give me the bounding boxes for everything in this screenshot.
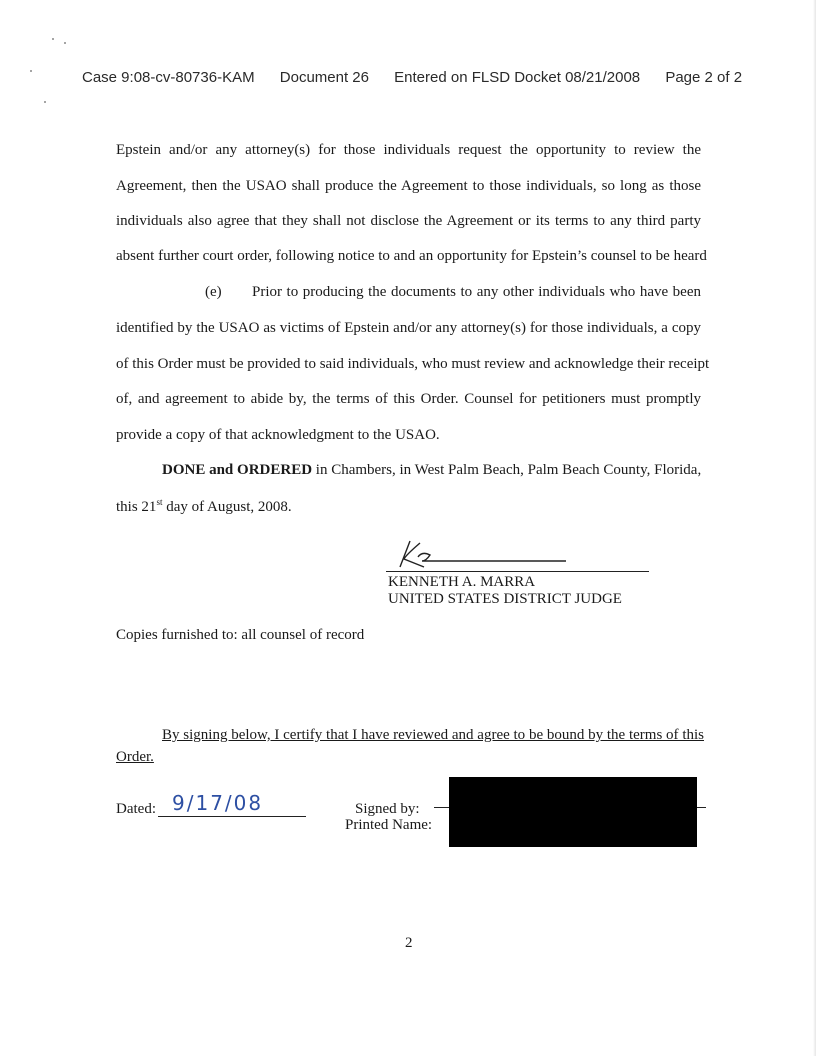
docket-header (82, 69, 742, 86)
printed-name-label: Printed Name: (345, 817, 433, 833)
order-date-line (116, 497, 701, 516)
body-line: provide a copy of that acknowledgment to the USAO. (116, 427, 440, 443)
order-date-suffix: day of August, 2008. (162, 499, 292, 515)
order-date-superscript: st (156, 497, 163, 507)
paragraph-e-first-line (205, 284, 701, 301)
done-and-ordered-line (162, 462, 701, 479)
scan-speck (30, 70, 32, 72)
certification-text: By signing below, I certify that I have reviewed and agree to be bound by the terms of this (162, 727, 704, 743)
body-line: of, and agreement to abide by, the terms of this Order. Counsel for petitioners must promptly (116, 391, 701, 407)
judge-signature (396, 533, 576, 573)
judge-name: KENNETH A. MARRA (388, 574, 536, 590)
body-line: of this Order must be provided to said individuals, who must review and acknowledge their receipt (116, 356, 710, 372)
redaction-box (449, 777, 697, 847)
page-indicator: Page 2 of 2 (665, 69, 743, 86)
date-line (158, 816, 306, 817)
judge-signature-line (386, 571, 649, 572)
body-line: Epstein and/or any attorney(s) for those individuals request the opportunity to review the (116, 142, 701, 158)
dated-label: Dated: (116, 801, 156, 817)
order-date-prefix: this 21 (116, 499, 157, 515)
judge-title: UNITED STATES DISTRICT JUDGE (388, 591, 622, 607)
scan-speck (44, 101, 46, 103)
body-line: absent further court order, following notice to and an opportunity for Epstein’s counsel to be heard (116, 248, 707, 264)
body-line: identified by the USAO as victims of Epstein and/or any attorney(s) for those individuals, a copy (116, 320, 701, 336)
certification-text-end: Order. (116, 749, 154, 765)
copies-furnished: Copies furnished to: all counsel of record (116, 627, 365, 643)
done-and-ordered: DONE and ORDERED (162, 462, 313, 478)
body-line: Agreement, then the USAO shall produce the Agreement to those individuals, so long as those (116, 178, 701, 194)
document-number: Document 26 (279, 69, 369, 86)
docket-entry: Entered on FLSD Docket 08/21/2008 (394, 69, 641, 86)
case-number: Case 9:08-cv-80736-KAM (82, 69, 255, 86)
signed-by-label: Signed by: (355, 801, 420, 817)
scan-speck (52, 38, 54, 40)
body-line: Prior to producing the documents to any other individuals who have been (252, 284, 701, 300)
paragraph-e-label: (e) (205, 284, 222, 300)
handwritten-date: 9/17/08 (172, 791, 264, 815)
body-line: individuals also agree that they shall not disclose the Agreement or its terms to any third party (116, 213, 701, 229)
scan-speck (64, 42, 66, 44)
done-location: in Chambers, in West Palm Beach, Palm Beach County, Florida, (312, 462, 702, 478)
page-number: 2 (405, 935, 413, 951)
